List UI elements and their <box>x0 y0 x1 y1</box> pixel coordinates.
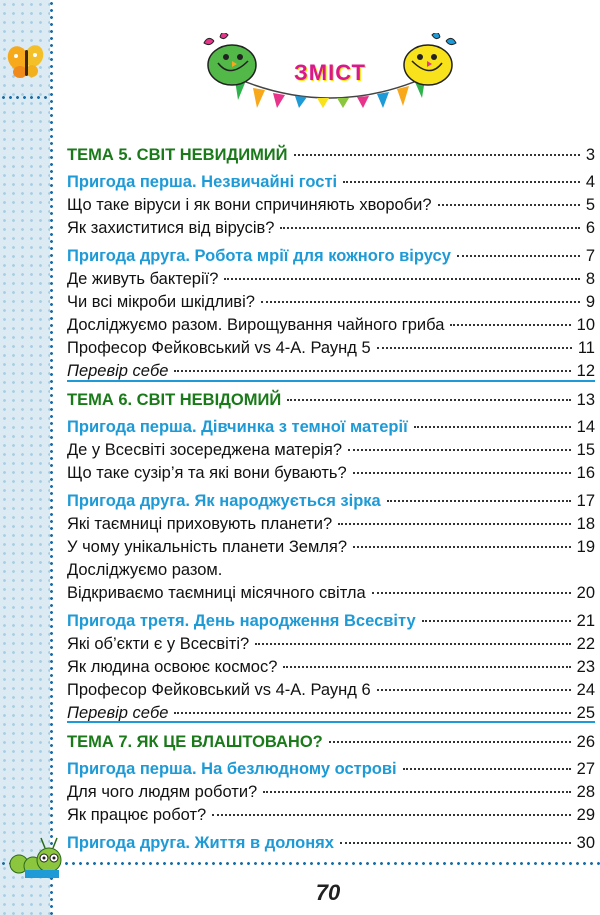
dotted-leader <box>348 449 571 451</box>
toc-entry-label: Пригода перша. Дівчинка з темної матерії <box>67 418 408 436</box>
toc-entry-label: Які таємниці приховують планети? <box>67 515 333 533</box>
toc-entry-label: Як захиститися від вірусів? <box>67 219 275 237</box>
dotted-leader <box>280 227 579 229</box>
toc-entry-label: Перевір себе <box>67 362 169 380</box>
dotted-leader <box>287 399 570 401</box>
dotted-leader <box>338 523 571 525</box>
toc-entry <box>67 782 595 802</box>
section-divider <box>67 721 595 723</box>
toc-entry <box>67 759 595 779</box>
toc-entry-label: Пригода друга. Життя в долонях <box>67 834 334 852</box>
toc-entry-page: 11 <box>577 339 595 357</box>
dotted-leader <box>353 546 571 548</box>
toc-entry-label: ТЕМА 7. ЯК ЦЕ ВЛАШТОВАНО? <box>67 733 323 751</box>
dotted-leader <box>263 791 570 793</box>
toc-entry-label: Перевір себе <box>67 704 169 722</box>
toc-entry-page: 17 <box>576 492 595 510</box>
toc-entry <box>67 805 595 825</box>
toc-entry <box>67 172 595 192</box>
dotted-leader <box>457 255 580 257</box>
page-number: 70 <box>315 880 341 905</box>
toc-entry <box>67 440 595 460</box>
toc-entry-label: Пригода друга. Як народжується зірка <box>67 492 381 510</box>
toc-entry-label: ТЕМА 5. СВІТ НЕВИДИМИЙ <box>67 146 288 164</box>
dotted-leader <box>450 324 570 326</box>
toc-entry-label: Чи всі мікроби шкідливі? <box>67 293 255 311</box>
toc-entry <box>67 145 595 165</box>
toc-entry-page: 19 <box>576 538 595 556</box>
dotted-leader <box>174 370 570 372</box>
toc-entry-page: 7 <box>585 247 595 265</box>
toc-entry-label: У чому унікальність планети Земля? <box>67 538 348 556</box>
toc-entry-page: 29 <box>576 806 595 824</box>
toc-entry <box>67 833 595 853</box>
toc-entry-page: 30 <box>576 834 595 852</box>
toc-entry-page: 3 <box>585 146 595 164</box>
dotted-leader <box>340 842 571 844</box>
toc-entry-label: Професор Фейковський vs 4-А. Раунд 6 <box>67 681 371 699</box>
toc-entry-label: Для чого людям роботи? <box>67 783 258 801</box>
toc-entry-page: 24 <box>576 681 595 699</box>
toc-entry-label: Що таке сузір’я та які вони бувають? <box>67 464 347 482</box>
toc-entry-page: 28 <box>576 783 595 801</box>
dotted-leader <box>403 768 571 770</box>
toc-entry-label: Пригода третя. День народження Всесвіту <box>67 612 416 630</box>
toc-entry-page: 5 <box>585 196 595 214</box>
dotted-leader <box>353 472 571 474</box>
dotted-leader <box>212 814 570 816</box>
toc-entry-page: 22 <box>576 635 595 653</box>
dotted-leader <box>377 347 572 349</box>
toc-entry-page: 25 <box>576 704 595 722</box>
toc-entry-page: 26 <box>576 733 595 751</box>
toc-entry <box>67 292 595 312</box>
caterpillar-icon <box>5 830 75 880</box>
toc-entry-label: Пригода перша. Незвичайні гості <box>67 173 338 191</box>
section-divider <box>67 380 595 382</box>
toc-entry-label: Досліджуємо разом. Вирощування чайного гриба <box>67 316 445 334</box>
dotted-leader <box>329 741 571 743</box>
toc-entry-label: Як людина освоює космос? <box>67 658 278 676</box>
toc-entry-page: 23 <box>576 658 595 676</box>
toc-entry-page: 9 <box>585 293 595 311</box>
toc-entry <box>67 583 595 603</box>
toc-entry-label: ТЕМА 6. СВІТ НЕВІДОМИЙ <box>67 391 282 409</box>
toc-entry-label: Професор Фейковський vs 4-А. Раунд 5 <box>67 339 371 357</box>
toc-entry <box>67 338 595 358</box>
toc-entry <box>67 195 595 215</box>
toc-entry-page: 20 <box>576 584 595 602</box>
dotted-leader <box>255 643 570 645</box>
toc-entry <box>67 560 595 580</box>
dotted-leader <box>372 592 571 594</box>
toc-entry-label: Де у Всесвіті зосереджена матерія? <box>67 441 343 459</box>
dotted-leader <box>438 204 580 206</box>
toc-entry-page: 16 <box>576 464 595 482</box>
toc-entry-page: 13 <box>576 391 595 409</box>
toc-entry-label: Пригода перша. На безлюдному острові <box>67 760 397 778</box>
toc-entry <box>67 390 595 410</box>
toc-entry <box>67 634 595 654</box>
toc-entry <box>67 537 595 557</box>
dotted-leader <box>283 666 570 668</box>
dotted-leader <box>224 278 579 280</box>
dotted-leader <box>387 500 571 502</box>
dotted-leader <box>174 712 570 714</box>
toc-entry-page: 27 <box>576 760 595 778</box>
toc-entry-page: 10 <box>576 316 595 334</box>
dotted-leader <box>343 181 580 183</box>
toc-entry <box>67 315 595 335</box>
toc-entry-page: 4 <box>585 173 595 191</box>
toc-entry-label: Які об’єкти є у Всесвіті? <box>67 635 250 653</box>
toc-entry-page: 6 <box>585 219 595 237</box>
toc-entry-page: 12 <box>576 362 595 380</box>
toc-entry-page: 15 <box>576 441 595 459</box>
toc-entry <box>67 246 595 266</box>
page-title: ЗМІСТ <box>294 60 366 85</box>
toc-entry-page: 21 <box>576 612 595 630</box>
dotted-leader <box>377 689 571 691</box>
toc-entry <box>67 269 595 289</box>
toc-entry <box>67 361 595 381</box>
toc-entry-label: Відкриваємо таємниці місячного світла <box>67 584 366 602</box>
toc-entry <box>67 657 595 677</box>
toc-entry-label: Як працює робот? <box>67 806 207 824</box>
dotted-leader <box>414 426 571 428</box>
toc-entry <box>67 463 595 483</box>
toc-entry <box>67 680 595 700</box>
toc-entry <box>67 732 595 752</box>
toc-entry-label: Що таке віруси і як вони спричиняють хвороби? <box>67 196 432 214</box>
toc-entry-page: 8 <box>585 270 595 288</box>
toc-entry-label: Досліджуємо разом. <box>67 561 223 579</box>
dotted-leader <box>422 620 571 622</box>
toc-entry-label: Де живуть бактерії? <box>67 270 219 288</box>
toc-entry <box>67 703 595 723</box>
toc-entry-page: 18 <box>576 515 595 533</box>
toc-entry-label: Пригода друга. Робота мрії для кожного вірусу <box>67 247 451 265</box>
dotted-leader <box>294 154 580 156</box>
toc-entry <box>67 514 595 534</box>
dotted-leader <box>261 301 580 303</box>
toc-entry-page: 14 <box>576 418 595 436</box>
toc-entry <box>67 218 595 238</box>
toc-entry <box>67 611 595 631</box>
toc-entry <box>67 417 595 437</box>
toc-entry <box>67 491 595 511</box>
